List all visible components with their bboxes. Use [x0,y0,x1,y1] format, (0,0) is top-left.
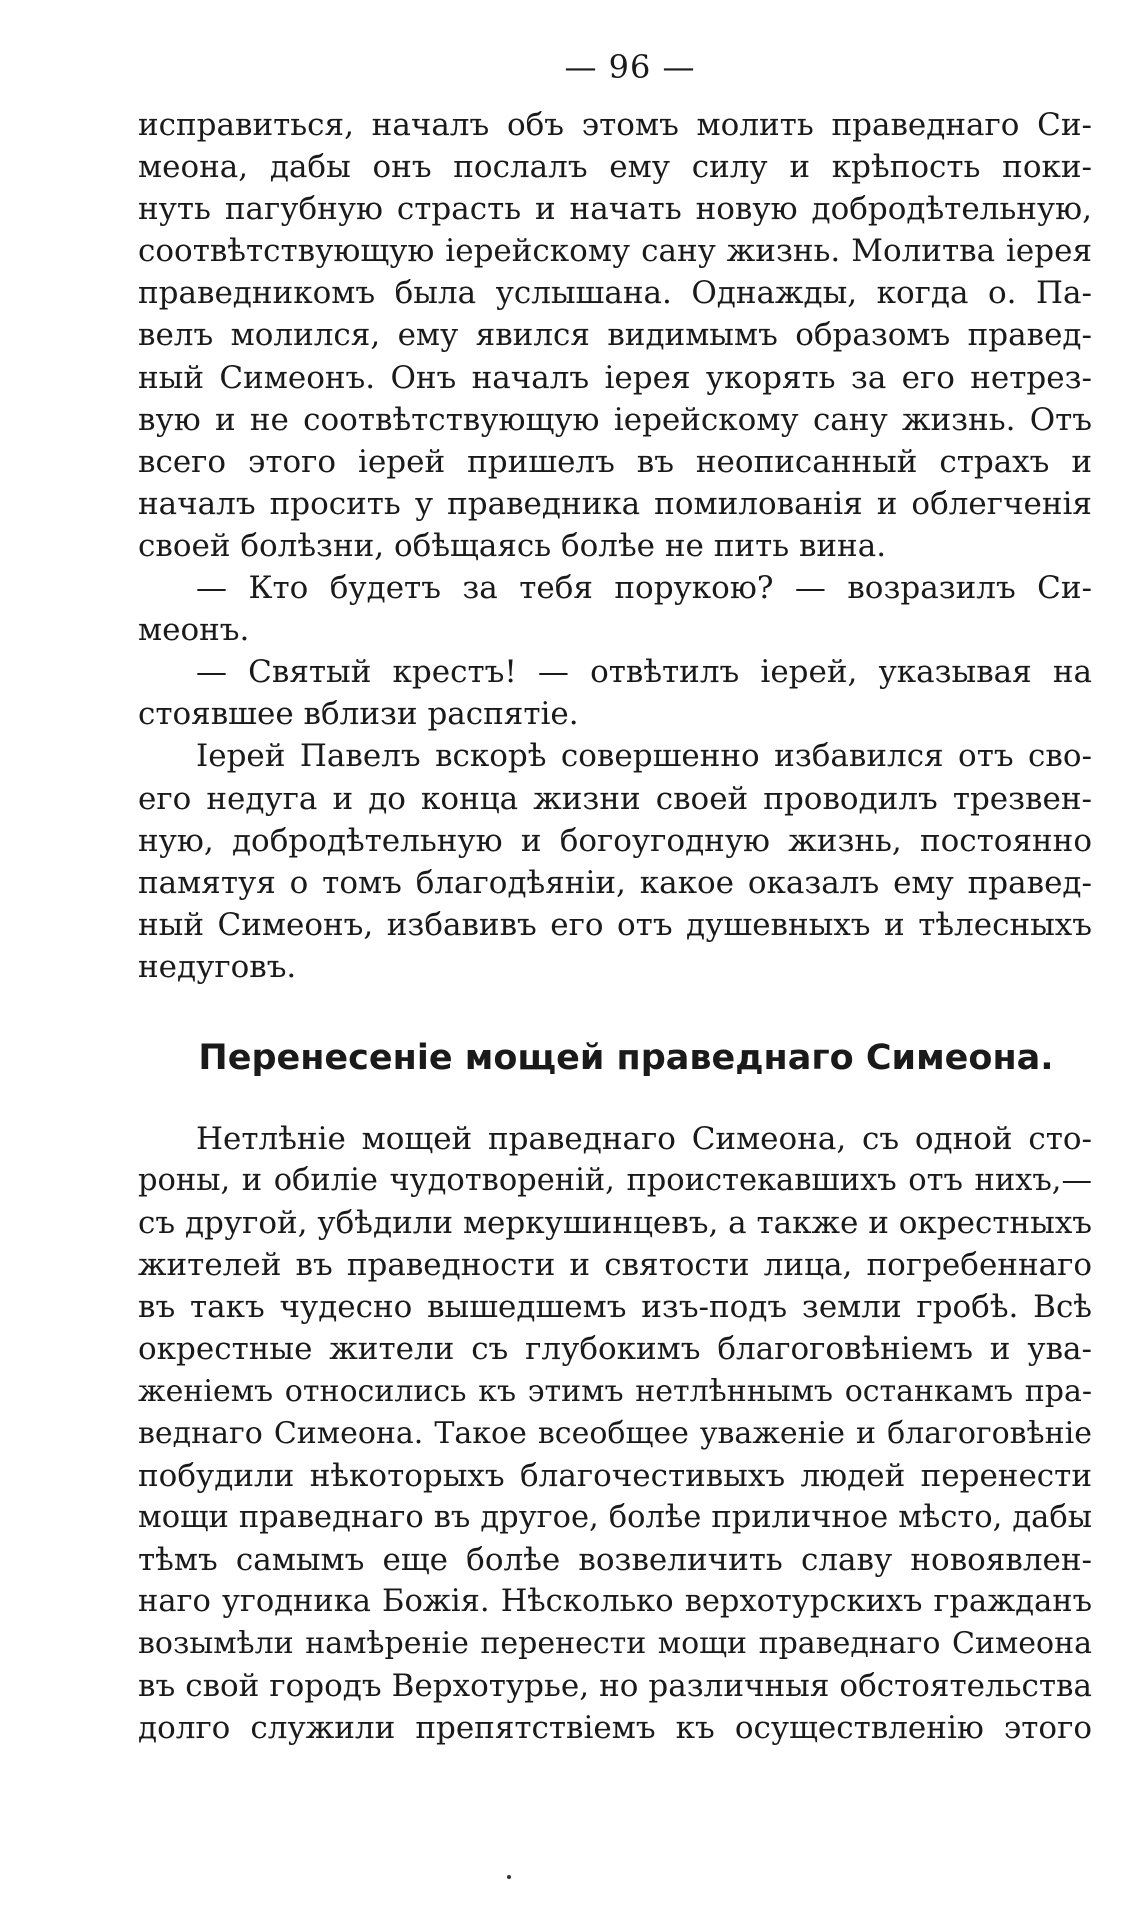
dialogue-line: — Кто будетъ за тебя порукою? — возразилъ Си- [196,570,1092,607]
text-line: стоявшее вблизи распятiе. [138,696,579,733]
text-line: меона, дабы онъ послалъ ему силу и крѣпость поки- [138,149,1092,186]
text-line: женiемъ относились къ этимъ нетлѣннымъ останкамъ пра- [138,1373,1092,1409]
text-line: наго угодника Божiя. Нѣсколько верхотурскихъ гражданъ [138,1584,1092,1619]
text-line: нуть пагубную страсть и начать новую добродѣтельную, [138,191,1092,228]
text-line: его недуга и до конца жизни своей проводилъ трезвен- [138,780,1092,817]
text-line: памятуя о томъ благодѣянiи, какое оказалъ ему правед- [138,864,1092,901]
text-line: ную, добродѣтельную и богоугодную жизнь, постоянно [138,822,1092,859]
text-line: исправиться, началъ объ этомъ молить праведнаго Си- [138,107,1092,143]
text-line: праведникомъ была услышана. Однажды, когда о. Па- [138,275,1092,312]
text-line: долго служили препятствiемъ къ осуществленiю этого [138,1710,1092,1747]
text-line: съ другой, убѣдили меркушинцевъ, а также и окрестныхъ [138,1205,1092,1242]
text-line: недуговъ. [138,948,297,985]
text-line: началъ просить у праведника помилованiя и облегченiя [138,485,1092,522]
text-line: окрестные жители съ глубокимъ благоговѣнiемъ и ува- [138,1331,1092,1368]
dialogue-line: — Святый крестъ! — отвѣтилъ iерей, указывая на [196,654,1092,691]
text-line: роны, и обилiе чудотворенiй, проистекавшихъ отъ нихъ,— [138,1163,1092,1199]
text-line: побудили нѣкоторыхъ благочестивыхъ людей перенести [138,1457,1092,1494]
text-line: своей болѣзни, обѣщаясь болѣе не пить вина. [138,527,887,564]
text-line: жителей въ праведности и святости лица, погребеннаго [138,1247,1092,1284]
text-line: мощи праведнаго въ другое, болѣе приличное мѣсто, дабы [138,1499,1092,1535]
text-line: въ такъ чудесно вышедшемъ изъ-подъ земли гробѣ. Всѣ [138,1289,1092,1326]
paragraph-first-line: Нетлѣнiе мощей праведнаго Симеона, съ одной сто- [196,1120,1092,1157]
page-number: — 96 — [564,48,696,86]
text-line: соотвѣтствующую iерейскому сану жизнь. Молитва iерея [138,233,1092,270]
text-line: ный Симеонъ. Онъ началъ iерея укорять за его нетрез- [138,359,1092,396]
paragraph-first-line: Iерей Павелъ вскорѣ совершенно избавился отъ сво- [196,738,1092,775]
text-line: тѣмъ самымъ еще болѣе возвеличить славу новоявлен- [138,1541,1092,1578]
text-line: меонъ. [138,612,250,649]
section-1-text [138,104,1092,988]
text-line: вую и не соотвѣтствующую iерейскому сану жизнь. Отъ [138,401,1092,438]
section-2-text [138,1118,1092,1749]
text-line: въ свой городъ Верхотурье, но различныя обстоятельства [138,1668,1092,1705]
document-page [138,40,1092,1749]
text-line: всего этого iерей пришелъ въ неописанный страхъ и [138,443,1092,480]
text-line: велъ молился, ему явился видимымъ образомъ правед- [138,317,1092,354]
scan-speck [507,1875,511,1879]
text-line: веднаго Симеона. Такое всеобщее уваженiе и благоговѣнiе [138,1415,1092,1451]
text-line: возымѣли намѣренiе перенести мощи праведнаго Симеона [138,1626,1092,1662]
section-heading: Перенесенiе мощей праведнаго Симеона. [198,1037,1054,1078]
text-line: ный Симеонъ, избавивъ его отъ душевныхъ и тѣлесныхъ [138,906,1092,943]
